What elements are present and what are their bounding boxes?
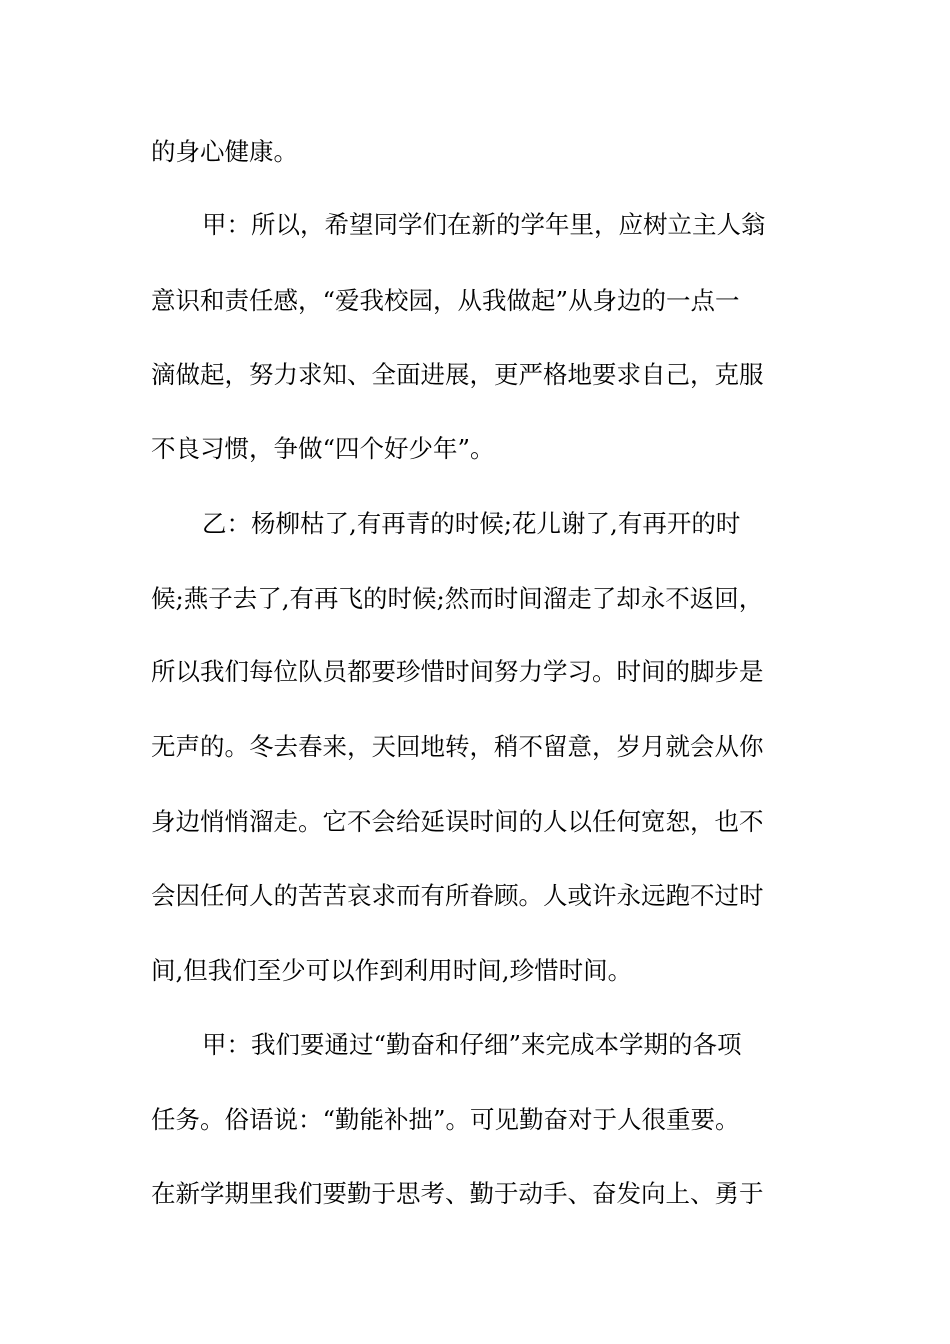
text-line: 会因任何人的苦苦哀求而有所眷顾。人或许永远跑不过时 [151,881,764,910]
text-line: 不良习惯，争做“四个好少年”。 [151,434,495,463]
text-line: 任务。俗语说：“勤能补拙”。可见勤奋对于人很重要。 [151,1105,740,1134]
text-line: 身边悄悄溜走。它不会给延误时间的人以任何宽恕，也不 [151,807,764,836]
text-line: 的身心健康。 [151,137,298,166]
text-line: 候;燕子去了,有再飞的时候;然而时间溜走了却永不返回， [151,584,764,613]
text-line: 滴做起，努力求知、全面进展，更严格地要求自己，克服 [151,360,764,389]
paragraph-start-line: 乙：杨柳枯了,有再青的时候;花儿谢了,有再开的时 [202,509,741,538]
text-line: 无声的。冬去春来，天回地转，稍不留意，岁月就会从你 [151,732,764,761]
text-line: 意识和责任感，“爱我校园，从我做起”从身边的一点一 [151,286,740,315]
text-line: 所以我们每位队员都要珍惜时间努力学习。时间的脚步是 [151,657,764,686]
paragraph-start-line: 甲：我们要通过“勤奋和仔细”来完成本学期的各项 [202,1030,742,1059]
paragraph-start-line: 甲：所以，希望同学们在新的学年里，应树立主人翁 [202,210,766,239]
text-line: 在新学期里我们要勤于思考、勤于动手、奋发向上、勇于 [151,1179,764,1208]
text-line: 间,但我们至少可以作到利用时间,珍惜时间。 [151,956,633,985]
